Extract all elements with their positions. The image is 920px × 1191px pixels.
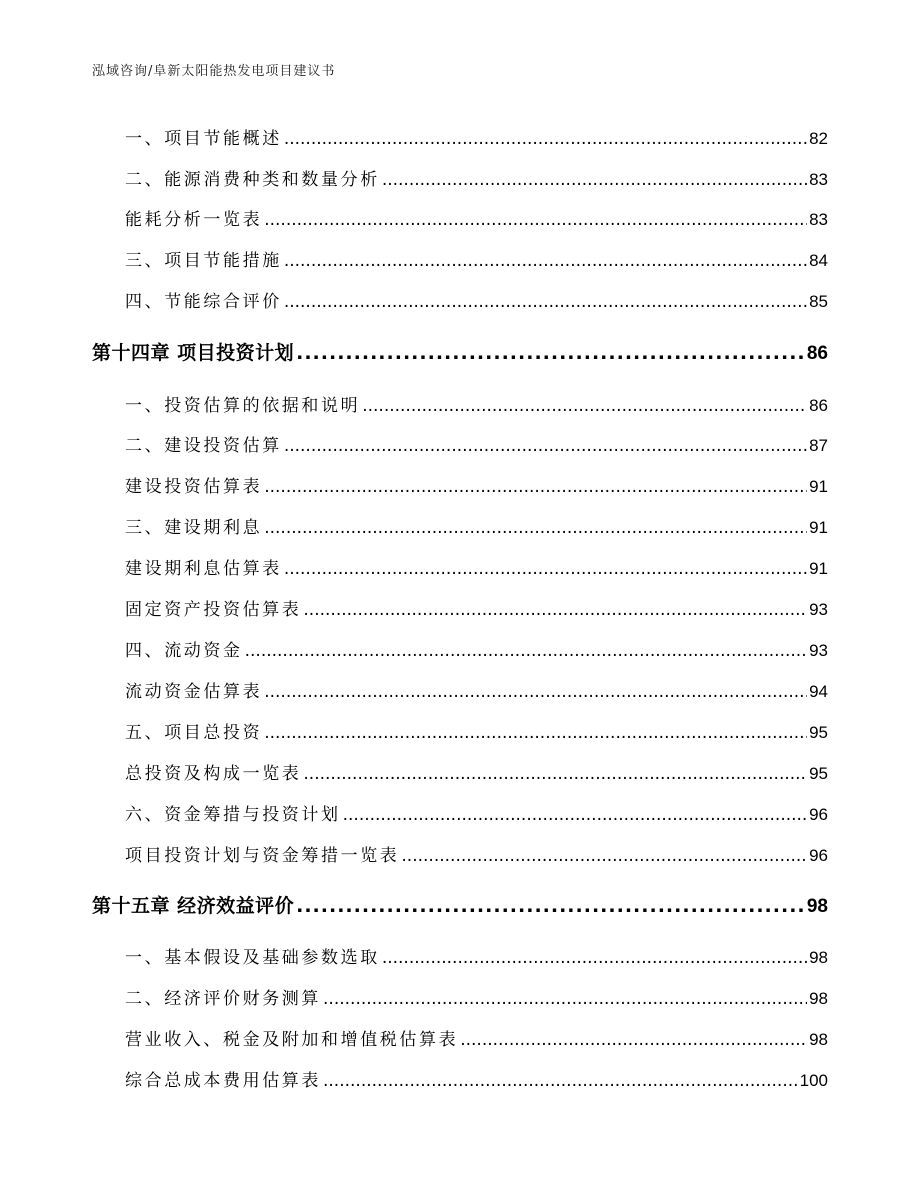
toc-entry-page: 93 <box>809 641 828 660</box>
toc-entry-title: 建设投资估算表 <box>125 477 263 497</box>
toc-dot-leader <box>323 1071 798 1091</box>
toc-entry-number: 一、 <box>125 396 165 416</box>
toc-entry-page: 96 <box>809 846 828 865</box>
toc-dot-leader <box>264 477 807 497</box>
toc-entry[interactable] <box>125 677 828 701</box>
toc-entry-page: 94 <box>809 682 828 701</box>
toc-entry[interactable] <box>125 800 828 824</box>
toc-entry-title: 项目总投资 <box>164 723 263 743</box>
toc-entry[interactable] <box>125 287 828 311</box>
toc-entry-page: 93 <box>809 600 828 619</box>
toc-entry-page: 96 <box>809 805 828 824</box>
toc-entry-title: 项目节能概述 <box>164 129 282 149</box>
toc-entry-page: 86 <box>806 343 828 364</box>
toc-dot-leader <box>245 641 807 661</box>
toc-dot-leader <box>323 989 807 1009</box>
toc-entry-title: 建设期利息 <box>164 518 263 538</box>
toc-entry-number: 四、 <box>125 641 165 661</box>
toc-chapter-title: 第十四章 项目投资计划 <box>92 342 295 364</box>
toc-dot-leader <box>264 723 807 743</box>
toc-entry-title: 综合总成本费用估算表 <box>125 1071 321 1091</box>
toc-entry-page: 98 <box>809 948 828 967</box>
toc-chapter-entry[interactable] <box>92 338 828 364</box>
toc-dot-leader <box>284 559 807 579</box>
toc-dot-leader <box>460 1030 807 1050</box>
toc-entry-title: 能耗分析一览表 <box>125 210 263 230</box>
toc-dot-leader <box>264 210 807 230</box>
toc-entry-page: 95 <box>809 764 828 783</box>
toc-entry-page: 86 <box>809 396 828 415</box>
toc-entry-number: 六、 <box>125 805 165 825</box>
toc-entry-title: 固定资产投资估算表 <box>125 600 302 620</box>
toc-entry-title: 总投资及构成一览表 <box>125 764 302 784</box>
toc-entry[interactable] <box>125 431 828 455</box>
toc-entry[interactable] <box>125 718 828 742</box>
toc-entry-number: 三、 <box>125 251 165 271</box>
toc-entry-title: 节能综合评价 <box>164 292 282 312</box>
toc-dot-leader <box>362 396 807 416</box>
toc-entry[interactable] <box>125 472 828 496</box>
toc-entry[interactable] <box>125 513 828 537</box>
toc-entry-title: 能源消费种类和数量分析 <box>164 170 380 190</box>
toc-entry[interactable] <box>125 1066 828 1090</box>
toc-entry-title: 投资估算的依据和说明 <box>164 396 361 416</box>
toc-entry-page: 91 <box>809 518 828 537</box>
toc-entry[interactable] <box>125 124 828 148</box>
toc-entry-number: 五、 <box>125 723 165 743</box>
toc-chapter-entry[interactable] <box>92 891 828 917</box>
toc-entry-title: 流动资金估算表 <box>125 682 263 702</box>
toc-entry-title: 建设期利息估算表 <box>125 559 282 579</box>
toc-dot-leader <box>343 805 807 825</box>
toc-entry[interactable] <box>125 759 828 783</box>
toc-entry-page: 85 <box>809 292 828 311</box>
toc-entry-title: 项目节能措施 <box>164 251 282 271</box>
toc-entry-number: 二、 <box>125 436 165 456</box>
toc-dot-leader <box>284 129 807 149</box>
toc-entry[interactable] <box>125 165 828 189</box>
toc-entry-title: 建设投资估算 <box>164 436 282 456</box>
toc-entry-number: 一、 <box>125 129 165 149</box>
toc-dot-leader <box>303 764 807 784</box>
toc-entry-page: 83 <box>809 170 828 189</box>
toc-entry-page: 84 <box>809 251 828 270</box>
toc-entry-page: 83 <box>809 210 828 229</box>
toc-entry-page: 91 <box>809 559 828 578</box>
toc-chapter-title: 第十五章 经济效益评价 <box>92 895 295 917</box>
toc-entry-number: 二、 <box>125 170 165 190</box>
toc-entry[interactable] <box>125 595 828 619</box>
toc-entry-page: 98 <box>809 1030 828 1049</box>
toc-entry[interactable] <box>125 205 828 229</box>
toc-entry[interactable] <box>125 841 828 865</box>
toc-entry-title: 资金筹措与投资计划 <box>164 805 341 825</box>
toc-dot-leader <box>264 518 807 538</box>
toc-entry-number: 三、 <box>125 518 165 538</box>
toc-entry[interactable] <box>125 391 828 415</box>
toc-dot-leader <box>284 251 807 271</box>
toc-dot-leader <box>296 342 805 364</box>
toc-dot-leader <box>303 600 807 620</box>
toc-dot-leader <box>382 170 807 190</box>
toc-entry-title: 流动资金 <box>164 641 243 661</box>
toc-entry-page: 91 <box>809 477 828 496</box>
toc-entry-title: 营业收入、税金及附加和增值税估算表 <box>125 1030 459 1050</box>
toc-entry-number: 四、 <box>125 292 165 312</box>
toc-dot-leader <box>401 846 807 866</box>
toc-entry-number: 二、 <box>125 989 165 1009</box>
toc-entry-page: 98 <box>806 896 828 917</box>
toc-entry[interactable] <box>125 636 828 660</box>
toc-dot-leader <box>284 436 807 456</box>
toc-entry[interactable] <box>125 246 828 270</box>
toc-dot-leader <box>284 292 807 312</box>
toc-dot-leader <box>264 682 807 702</box>
toc-dot-leader <box>382 948 807 968</box>
toc-entry[interactable] <box>125 984 828 1008</box>
toc-entry-number: 一、 <box>125 948 165 968</box>
toc-entry-title: 项目投资计划与资金筹措一览表 <box>125 846 400 866</box>
toc-entry-page: 95 <box>809 723 828 742</box>
toc-entry-page: 98 <box>809 989 828 1008</box>
toc-entry-page: 82 <box>809 129 828 148</box>
toc-entry-page: 100 <box>799 1071 828 1090</box>
toc-entry[interactable] <box>125 1025 828 1049</box>
toc-entry[interactable] <box>125 554 828 578</box>
toc-entry-page: 87 <box>809 436 828 455</box>
toc-entry[interactable] <box>125 943 828 967</box>
toc-entry-title: 基本假设及基础参数选取 <box>164 948 380 968</box>
toc-dot-leader <box>296 895 805 917</box>
toc-entry-title: 经济评价财务测算 <box>164 989 322 1009</box>
running-header: 泓域咨询/阜新太阳能热发电项目建议书 <box>92 64 336 79</box>
